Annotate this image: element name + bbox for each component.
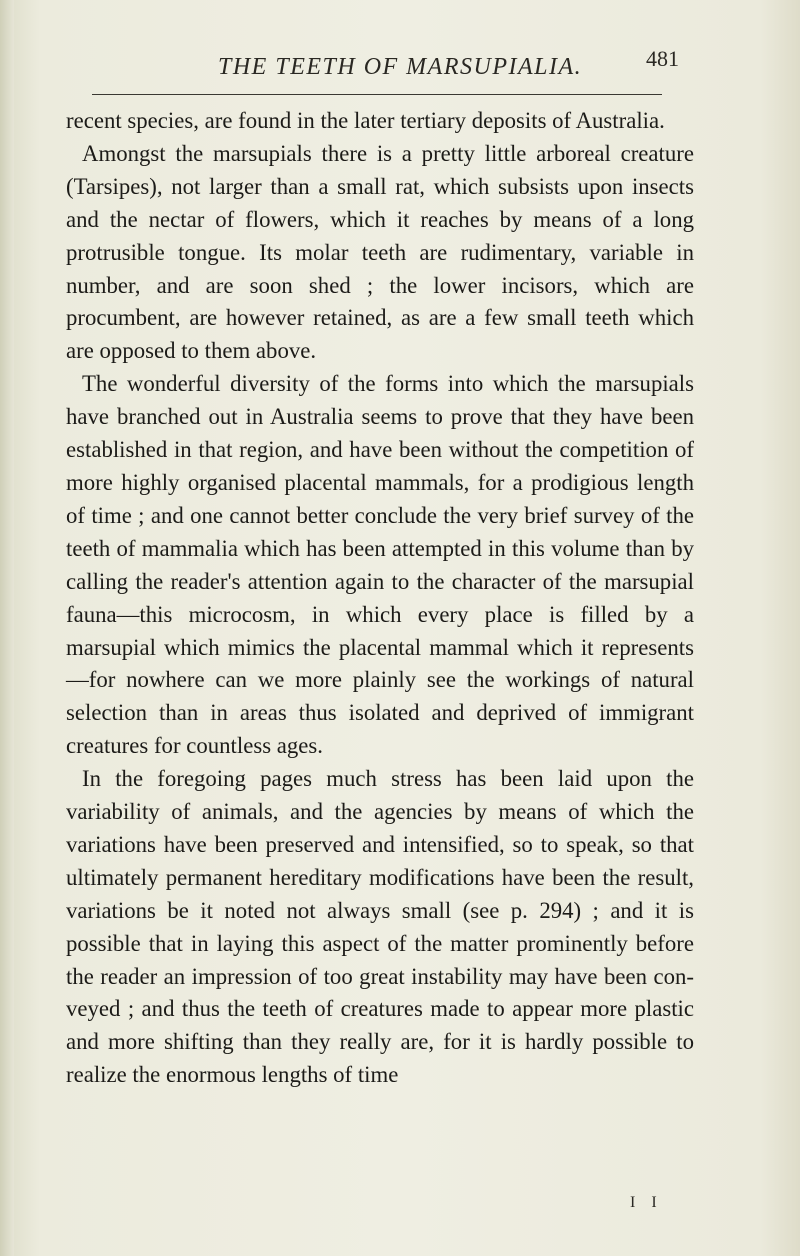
page-header	[60, 46, 740, 86]
page-number: 481	[646, 46, 679, 71]
paragraph-variability: In the foregoing pages much stress has been laid upon the variability of animals, and the agencies by means of which the variations have been preserved and intensified, so to speak, so that ultimately permanent hereditary modifications have been the result, variations be it noted not always small (see p. 294) ; and it is possible that in laying this aspect of the matter prominently before the reader an impression of too great instability may have been conveyed ; and thus the teeth of creatures made to appear more plastic and more shifting than they really are, for it is hardly possible to realize the enormous lengths of time	[66, 766, 694, 1088]
running-title: THE TEETH OF MARSUPIALIA.	[218, 54, 583, 80]
header-rule	[92, 94, 662, 95]
body-text	[66, 105, 694, 1092]
paragraph-diversity: The wonderful diversity of the forms into which the marsupials have branched out in Australia seems to prove that they have been established in that region, and have been without the competition of more highly organised placental mammals, for a prodigious length of time ; and one cannot better conclude the very brief survey of the teeth of mammalia which has been attempted in this volume than by calling the reader's attention again to the character of the marsupial fauna—this microcosm, in which every place is filled by a marsupial which mimics the placental mammal which it represents—for nowhere can we more plainly see the workings of natural selection than in areas thus isolated and deprived of immigrant creatures for countless ages.	[66, 371, 694, 759]
signature-mark: I I	[630, 1194, 663, 1211]
page-gutter	[0, 0, 14, 1256]
paragraph-continuation: recent species, are found in the later tertiary deposits of Australia.	[66, 108, 665, 133]
paragraph-tarsipes: Amongst the marsupials there is a pretty little arboreal creature (Tarsipes), not larger than a small rat, which subsists upon insects and the nectar of flowers, which it reaches by means of a long protrusible tongue. Its molar teeth are rudimentary, variable in number, and are soon shed ; the lower incisors, which are procumbent, are however retained, as are a few small teeth which are opposed to them above.	[66, 140, 694, 364]
